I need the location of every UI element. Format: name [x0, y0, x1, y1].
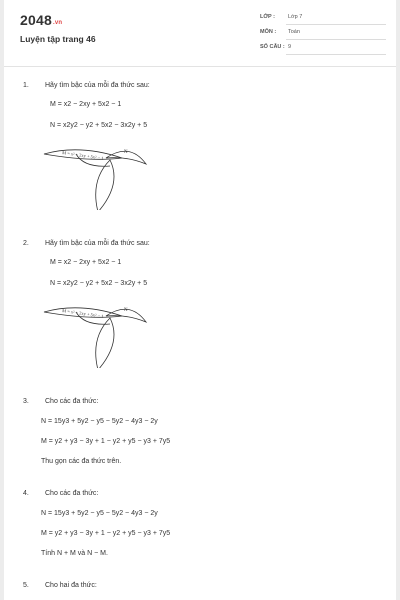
question-number: 5. [23, 582, 29, 589]
question-prompt: Cho các đa thức: [45, 490, 99, 497]
question-line: M = y2 + y3 − 3y + 1 − y2 + y5 − y3 + 7y5 [41, 530, 171, 537]
question-number: 4. [23, 490, 29, 497]
question-number: 1. [23, 82, 29, 89]
worksheet-page [4, 0, 396, 600]
leaf-bottom-outline [96, 160, 114, 210]
question-line: Thu gọn các đa thức trên. [41, 458, 122, 465]
worksheet-header [4, 0, 396, 67]
meta-class-label: LỚP : [260, 14, 275, 20]
logo-text: 2048 [20, 12, 52, 28]
meta-subject-line [286, 28, 386, 40]
meta-count-value: 9 [288, 44, 292, 50]
leaf-right-label: N [124, 150, 128, 155]
question-line: M = x2 − 2xy + 5x2 − 1 [50, 101, 122, 108]
question-number: 2. [23, 240, 29, 247]
site-logo[interactable] [20, 12, 62, 28]
question-line: N = 15y3 + 5y2 − y5 − 5y2 − 4y3 − 2y [41, 418, 158, 425]
question-prompt: Cho các đa thức: [45, 398, 99, 405]
page-title: Luyện tập trang 46 [20, 34, 96, 44]
question-line: N = x2y2 − y2 + 5x2 − 3x2y + 5 [50, 280, 148, 287]
question-prompt: Cho hai đa thức: [45, 582, 97, 589]
question-line: N = x2y2 − y2 + 5x2 − 3x2y + 5 [50, 122, 148, 129]
meta-subject-row [260, 28, 386, 42]
question-line: M = x2 − 2xy + 5x2 − 1 [50, 259, 122, 266]
question-prompt: Hãy tìm bậc của mỗi đa thức sau: [45, 82, 150, 89]
meta-subject-value: Toán [288, 29, 300, 35]
leaf-left-label: M = x² − 2xy + 5x² − 1 [61, 308, 104, 319]
meta-count-label: SỐ CÂU : [260, 44, 285, 50]
meta-subject-label: MÔN : [260, 29, 277, 35]
question-number: 3. [23, 398, 29, 405]
question-line: N = 15y3 + 5y2 − y5 − 5y2 − 4y3 − 2y [41, 510, 158, 517]
meta-count-row [260, 43, 386, 57]
meta-class-value: Lớp 7 [288, 14, 303, 20]
logo-suffix: .vn [52, 20, 63, 26]
leaf-left-label: M = x² − 2xy + 5x² − 1 [61, 150, 104, 161]
question-prompt: Hãy tìm bậc của mỗi đa thức sau: [45, 240, 150, 247]
leaf-right-label: N [124, 308, 128, 313]
meta-class-row [260, 13, 386, 27]
leaf-bottom-outline [96, 318, 114, 368]
meta-count-line [286, 43, 386, 55]
question-line: M = y2 + y3 − 3y + 1 − y2 + y5 − y3 + 7y5 [41, 438, 171, 445]
leaf-figure [40, 298, 160, 368]
question-line: Tính N + M và N − M. [41, 550, 108, 557]
leaf-figure [40, 140, 160, 210]
